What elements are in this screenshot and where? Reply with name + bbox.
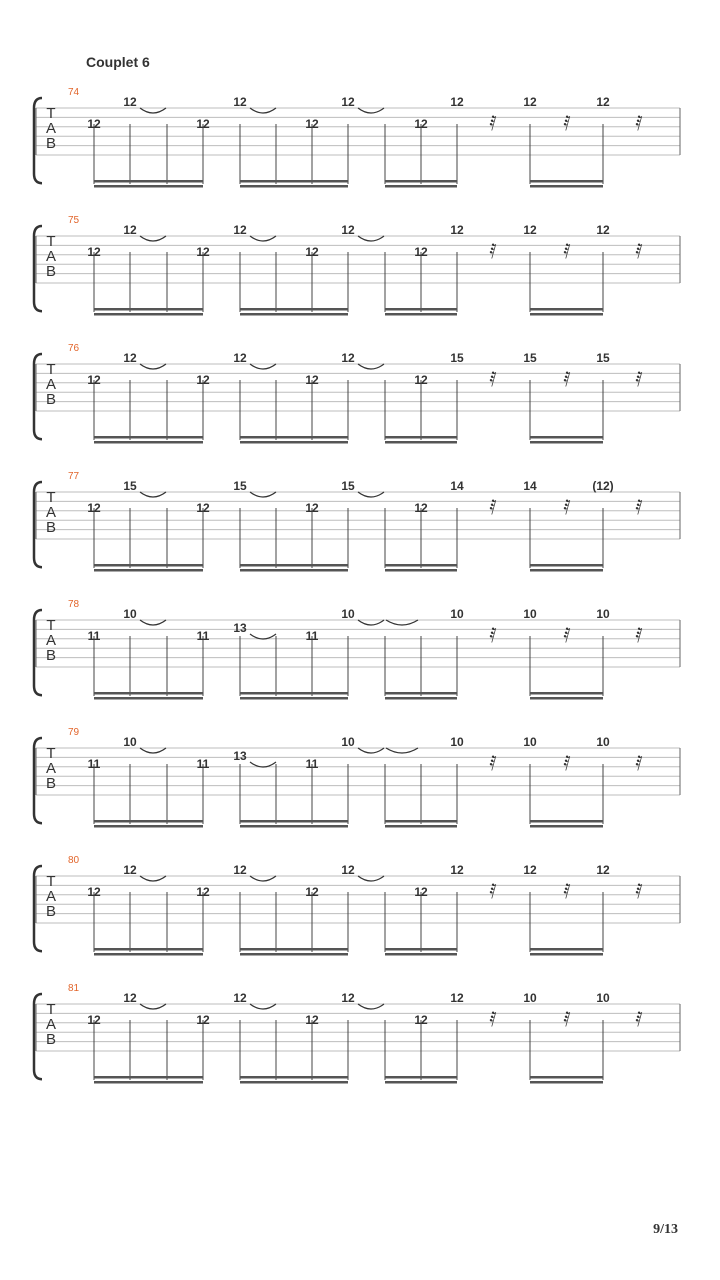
beam-primary [385,1076,457,1079]
tab-clef-letter: A [45,1016,57,1033]
tab-clef-letter: T [46,233,56,250]
beam-primary [385,180,457,183]
beam-primary [94,948,203,951]
fret-number-high: 12 [341,223,355,237]
tie-curve [140,748,166,753]
beam-primary [240,948,348,951]
beam-primary [240,564,348,567]
tab-clef-letter: T [46,1001,56,1018]
tie-curve [140,620,166,625]
tie-curve [250,364,276,369]
beam-secondary [240,185,348,188]
staff-bracket [34,610,42,695]
sixteenth-rest: 𝅀 [635,367,643,391]
fret-number-low: 12 [196,1013,210,1027]
measure-number: 75 [68,215,80,226]
beam-primary [240,436,348,439]
fret-number-extra: 12 [523,223,537,237]
beam-primary [385,436,457,439]
tab-clef-letter: B [45,647,57,664]
beam-primary [94,1076,203,1079]
fret-number-low: 12 [196,501,210,515]
sixteenth-rest: 𝅀 [563,879,571,903]
tab-clef-letter: T [46,617,56,634]
fret-number-low: 12 [414,501,428,515]
sixteenth-rest: 𝅀 [563,623,571,647]
fret-number-extra: 12 [596,223,610,237]
tab-system [0,727,720,840]
fret-number-high: 12 [123,991,137,1005]
fret-number-high: 15 [341,479,355,493]
sixteenth-rest: 𝅀 [635,623,643,647]
fret-number-high: 12 [233,95,247,109]
beam-secondary [94,825,203,828]
fret-number-low: 12 [414,245,428,259]
fret-number-high: 12 [123,863,137,877]
beam-secondary [385,953,457,956]
beam-secondary [94,441,203,444]
fret-number-low: 12 [414,1013,428,1027]
fret-number-high: 10 [341,607,355,621]
beam-secondary [530,441,603,444]
tab-clef-letter: T [46,105,56,122]
staff-bracket [34,482,42,567]
tab-clef-letter: A [45,248,57,265]
tab-system [0,599,720,712]
beam-secondary [530,697,603,700]
tab-clef-letter: B [45,391,57,408]
beam-secondary [530,313,603,316]
tie-curve [140,1004,166,1009]
sixteenth-rest: 𝅀 [635,879,643,903]
fret-number-high: 12 [341,991,355,1005]
tie-curve [250,762,276,767]
staff-svg [0,727,720,840]
beam-secondary [94,185,203,188]
section-title: Couplet 6 [86,54,150,70]
beam-primary [530,180,603,183]
fret-number-low: 12 [414,885,428,899]
tie-curve [358,364,384,369]
fret-number-extra: 10 [523,991,537,1005]
tie-curve [250,236,276,241]
beam-secondary [385,825,457,828]
fret-number-low: 11 [305,757,319,771]
tab-clef-letter: A [45,632,57,649]
beam-primary [94,180,203,183]
sixteenth-rest: 𝅀 [635,1007,643,1031]
measure-number: 81 [68,983,80,994]
fret-number-low: 12 [87,1013,101,1027]
tie-curve [140,492,166,497]
tab-clef-letter: A [45,888,57,905]
fret-number-extra: 10 [596,735,610,749]
tab-clef-letter: B [45,519,57,536]
beam-secondary [94,569,203,572]
sixteenth-rest: 𝅀 [563,495,571,519]
beam-primary [385,820,457,823]
beam-secondary [385,313,457,316]
beam-secondary [240,313,348,316]
staff-bracket [34,354,42,439]
fret-number-low: 12 [196,117,210,131]
fret-number-high: 12 [233,223,247,237]
beam-primary [385,692,457,695]
beam-primary [94,564,203,567]
sixteenth-rest: 𝅀 [563,239,571,263]
beam-primary [94,436,203,439]
beam-primary [530,1076,603,1079]
beam-primary [530,564,603,567]
fret-number-high: 10 [341,735,355,749]
staff-svg [0,855,720,968]
tab-system [0,983,720,1096]
tab-clef-letter: T [46,745,56,762]
beam-primary [240,820,348,823]
beam-secondary [240,441,348,444]
tie-curve [358,876,384,881]
beam-secondary [94,953,203,956]
tab-clef-letter: B [45,135,57,152]
fret-number-high: 12 [233,991,247,1005]
tab-clef-letter: A [45,760,57,777]
beam-secondary [94,1081,203,1084]
fret-number-extra: 10 [450,735,464,749]
tie-curve [140,364,166,369]
fret-number-extra: 12 [450,95,464,109]
beam-secondary [240,1081,348,1084]
tab-clef-letter: T [46,489,56,506]
fret-number-low: 12 [87,885,101,899]
staff-svg [0,87,720,200]
tie-curve [250,876,276,881]
beam-primary [530,948,603,951]
tab-clef-letter: T [46,361,56,378]
sixteenth-rest: 𝅀 [489,367,497,391]
beam-primary [385,564,457,567]
beam-primary [385,308,457,311]
fret-number-high: 13 [233,621,247,635]
staff-bracket [34,994,42,1079]
tab-clef-letter: B [45,1031,57,1048]
tie-curve [358,1004,384,1009]
staff-svg [0,215,720,328]
fret-number-extra: 12 [596,95,610,109]
fret-number-extra: 14 [523,479,537,493]
sixteenth-rest: 𝅀 [489,623,497,647]
beam-primary [240,1076,348,1079]
tie-curve [250,108,276,113]
staff-bracket [34,226,42,311]
sixteenth-rest: 𝅀 [635,239,643,263]
fret-number-low: 12 [414,373,428,387]
beam-secondary [385,185,457,188]
fret-number-low: 12 [196,245,210,259]
beam-secondary [385,1081,457,1084]
sixteenth-rest: 𝅀 [489,495,497,519]
tie-curve [386,748,418,753]
fret-number-low: 12 [87,245,101,259]
fret-number-high: 12 [123,223,137,237]
beam-secondary [94,313,203,316]
tie-curve [140,876,166,881]
fret-number-low: 12 [305,245,319,259]
measure-number: 76 [68,343,80,354]
tie-curve [250,492,276,497]
fret-number-low: 12 [305,1013,319,1027]
fret-number-low: 11 [87,629,101,643]
beam-secondary [94,697,203,700]
fret-number-low: 12 [305,885,319,899]
beam-secondary [530,953,603,956]
tab-system [0,87,720,200]
fret-number-high: 12 [341,95,355,109]
tie-curve [140,108,166,113]
fret-number-extra: 12 [450,863,464,877]
beam-secondary [385,569,457,572]
fret-number-extra: 15 [450,351,464,365]
tab-system [0,471,720,584]
beam-secondary [530,185,603,188]
measure-number: 74 [68,87,80,98]
tie-curve [358,748,384,753]
fret-number-extra: 12 [450,223,464,237]
sixteenth-rest: 𝅀 [563,751,571,775]
fret-number-low: 12 [87,501,101,515]
fret-number-extra: 14 [450,479,464,493]
fret-number-low: 12 [305,117,319,131]
fret-number-high: 12 [123,95,137,109]
fret-number-low: 12 [305,373,319,387]
staff-svg [0,343,720,456]
tab-system [0,343,720,456]
sixteenth-rest: 𝅀 [489,751,497,775]
beam-primary [94,692,203,695]
beam-primary [530,692,603,695]
fret-number-extra: 15 [523,351,537,365]
fret-number-extra: 10 [596,607,610,621]
fret-number-extra: 12 [596,863,610,877]
beam-primary [240,692,348,695]
beam-secondary [385,441,457,444]
fret-number-extra: 10 [523,735,537,749]
fret-number-high: 15 [233,479,247,493]
tie-curve [358,492,384,497]
sixteenth-rest: 𝅀 [489,1007,497,1031]
tab-clef-letter: T [46,873,56,890]
sixteenth-rest: 𝅀 [489,239,497,263]
beam-secondary [240,697,348,700]
measure-number: 77 [68,471,80,482]
fret-number-extra: 10 [596,991,610,1005]
tie-curve [250,1004,276,1009]
measure-number: 78 [68,599,80,610]
tab-system [0,855,720,968]
fret-number-low: 11 [305,629,319,643]
fret-number-low: 12 [196,373,210,387]
beam-secondary [530,1081,603,1084]
tie-curve [358,620,384,625]
tie-curve [358,236,384,241]
beam-secondary [240,569,348,572]
sixteenth-rest: 𝅀 [635,111,643,135]
fret-number-extra: 10 [523,607,537,621]
tie-curve [386,620,418,625]
sixteenth-rest: 𝅀 [635,495,643,519]
tab-clef-letter: A [45,504,57,521]
tab-clef-letter: B [45,903,57,920]
staff-bracket [34,866,42,951]
fret-number-low: 11 [196,629,210,643]
fret-number-high: 10 [123,735,137,749]
beam-primary [240,180,348,183]
fret-number-high: 10 [123,607,137,621]
sixteenth-rest: 𝅀 [563,111,571,135]
tie-curve [358,108,384,113]
fret-number-high: 12 [233,863,247,877]
fret-number-low: 12 [305,501,319,515]
tie-curve [140,236,166,241]
fret-number-low: 11 [87,757,101,771]
tab-clef-letter: B [45,263,57,280]
beam-primary [240,308,348,311]
beam-secondary [530,569,603,572]
fret-number-low: 12 [196,885,210,899]
fret-number-high: 12 [123,351,137,365]
fret-number-extra: (12) [592,479,614,493]
beam-primary [530,820,603,823]
beam-primary [530,308,603,311]
fret-number-extra: 10 [450,607,464,621]
page-number: 9/13 [653,1222,678,1237]
fret-number-extra: 12 [450,991,464,1005]
beam-secondary [530,825,603,828]
fret-number-low: 12 [87,117,101,131]
fret-number-low: 12 [87,373,101,387]
fret-number-high: 13 [233,749,247,763]
fret-number-low: 12 [414,117,428,131]
tab-system [0,215,720,328]
beam-primary [94,308,203,311]
staff-svg [0,599,720,712]
sixteenth-rest: 𝅀 [563,1007,571,1031]
staff-svg [0,983,720,1096]
beam-primary [385,948,457,951]
staff-svg [0,471,720,584]
fret-number-high: 15 [123,479,137,493]
sixteenth-rest: 𝅀 [489,879,497,903]
fret-number-high: 12 [341,863,355,877]
beam-secondary [385,697,457,700]
fret-number-low: 11 [196,757,210,771]
beam-secondary [240,825,348,828]
beam-secondary [240,953,348,956]
sixteenth-rest: 𝅀 [635,751,643,775]
fret-number-extra: 15 [596,351,610,365]
beam-primary [94,820,203,823]
fret-number-high: 12 [233,351,247,365]
measure-number: 80 [68,855,80,866]
tie-curve [250,634,276,639]
fret-number-high: 12 [341,351,355,365]
tab-clef-letter: A [45,376,57,393]
measure-number: 79 [68,727,80,738]
sixteenth-rest: 𝅀 [563,367,571,391]
tab-clef-letter: B [45,775,57,792]
staff-bracket [34,98,42,183]
fret-number-extra: 12 [523,95,537,109]
staff-bracket [34,738,42,823]
fret-number-extra: 12 [523,863,537,877]
beam-primary [530,436,603,439]
sixteenth-rest: 𝅀 [489,111,497,135]
tab-clef-letter: A [45,120,57,137]
